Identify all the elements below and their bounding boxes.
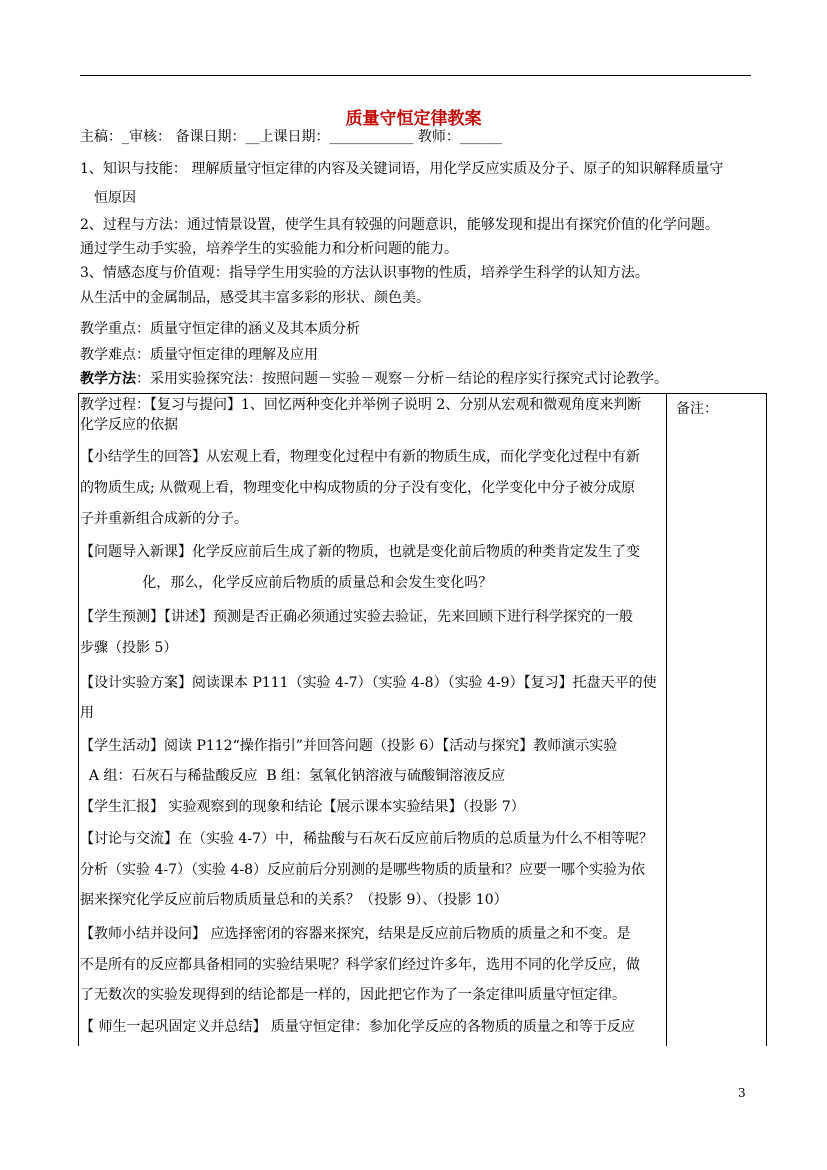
- process-line: 了无数次的实验发现得到的结论都是一样的，因此把它作为了一条定律叫质量守恒定律。: [80, 987, 626, 1003]
- objective-2-line-1: 2、过程与方法：通过情景设置，使学生具有较强的问题意识，能够发现和提出有探究价值的化学问题。: [80, 217, 719, 233]
- notes-label: 备注：: [676, 401, 718, 417]
- table-right-border: [766, 394, 767, 1046]
- teaching-method: [80, 370, 668, 388]
- process-line: 分析（实验 4-7）（实验 4-8）反应前后分别测的是哪些物质的质量和？应要一哪个实验为依: [80, 862, 645, 878]
- process-line: 化，那么，化学反应前后物质的质量总和会发生变化吗？: [80, 575, 493, 591]
- page-title: 质量守恒定律教案: [345, 109, 482, 129]
- teaching-difficulty: 教学难点：质量守恒定律的理解及应用: [80, 347, 318, 363]
- process-line: 用: [80, 705, 94, 721]
- page-number: 3: [738, 1086, 746, 1100]
- process-line: 【设计实验方案】阅读课本 P111（实验 4-7）（实验 4-8）（实验 4-9）【复习】托盘天平的使: [80, 675, 657, 691]
- teaching-focus: 教学重点：质量守恒定律的涵义及其本质分析: [80, 321, 360, 337]
- objective-3-line-2: 从生活中的金属制品，感受其丰富多彩的形状、颜色美。: [80, 290, 430, 306]
- objective-3-line-1: 3、情感态度与价值观：指导学生用实验的方法认识事物的性质，培养学生科学的认知方法。: [80, 265, 649, 281]
- table-column-divider: [666, 394, 667, 1046]
- process-line: 【小结学生的回答】从宏观上看，物理变化过程中有新的物质生成，而化学变化过程中有新: [80, 449, 640, 465]
- table-left-border: [78, 394, 79, 1046]
- meta-line: 主稿：_审核： 备课日期：__上课日期：____________ 教师：______: [80, 129, 502, 145]
- process-line: 【 师生一起巩固定义并总结】 质量守恒定律：参加化学反应的各物质的质量之和等于反应: [80, 1019, 635, 1035]
- process-line: 的物质生成; 从微观上看，物理变化中构成物质的分子没有变化，化学变化中分子被分成原: [80, 480, 636, 496]
- objective-1-line-2: 恒原因: [94, 190, 136, 206]
- teaching-method-label: 教学方法: [80, 371, 136, 387]
- process-line: 【学生活动】阅读 P112“操作指引”并回答问题（投影 6）【活动与探究】教师演示实验: [80, 738, 618, 754]
- process-line: 【讨论与交流】在（实验 4-7）中，稀盐酸与石灰石反应前后物质的总质量为什么不相等呢？: [80, 831, 653, 847]
- process-line: 【问题导入新课】化学反应前后生成了新的物质，也就是变化前后物质的种类肯定发生了变: [80, 544, 640, 560]
- process-line: A 组：石灰石与稀盐酸反应 B 组：氢氧化钠溶液与硫酸铜溶液反应: [80, 768, 506, 784]
- objective-1-line-1: 1、知识与技能： 理解质量守恒定律的内容及关键词语，用化学反应实质及分子、原子的知识解释质量守: [80, 161, 724, 177]
- process-line: 据来探究化学反应前后物质质量总和的关系？（投影 9）、（投影 10）: [80, 892, 508, 908]
- process-line: 【学生汇报】 实验观察到的现象和结论【展示课本实验结果】（投影 7）: [80, 799, 525, 815]
- process-line: 教学过程：【复习与提问】1、回忆两种变化并举例子说明 2、分别从宏观和微观角度来判断: [80, 397, 642, 413]
- process-line: 步骤（投影 5）: [80, 640, 178, 656]
- process-table: [78, 393, 767, 1046]
- process-line: 【学生预测】【讲述】预测是否正确必须通过实验去验证，先来回顾下进行科学探究的一般: [80, 609, 633, 625]
- process-line: 不是所有的反应都具备相同的实验结果呢？科学家们经过许多年，选用不同的化学反应，做: [80, 957, 640, 973]
- process-line: 子并重新组合成新的分子。: [80, 511, 248, 527]
- objective-2-line-2: 通过学生动手实验，培养学生的实验能力和分析问题的能力。: [80, 241, 458, 257]
- teaching-method-text: ：采用实验探究法：按照问题－实验－观察－分析－结论的程序实行探究式讨论教学。: [136, 371, 668, 387]
- header-rule: [80, 75, 751, 76]
- process-line: 化学反应的依据: [80, 417, 178, 433]
- process-line: 【教师小结并设问】 应选择密闭的容器来探究，结果是反应前后物质的质量之和不变。是: [80, 926, 631, 942]
